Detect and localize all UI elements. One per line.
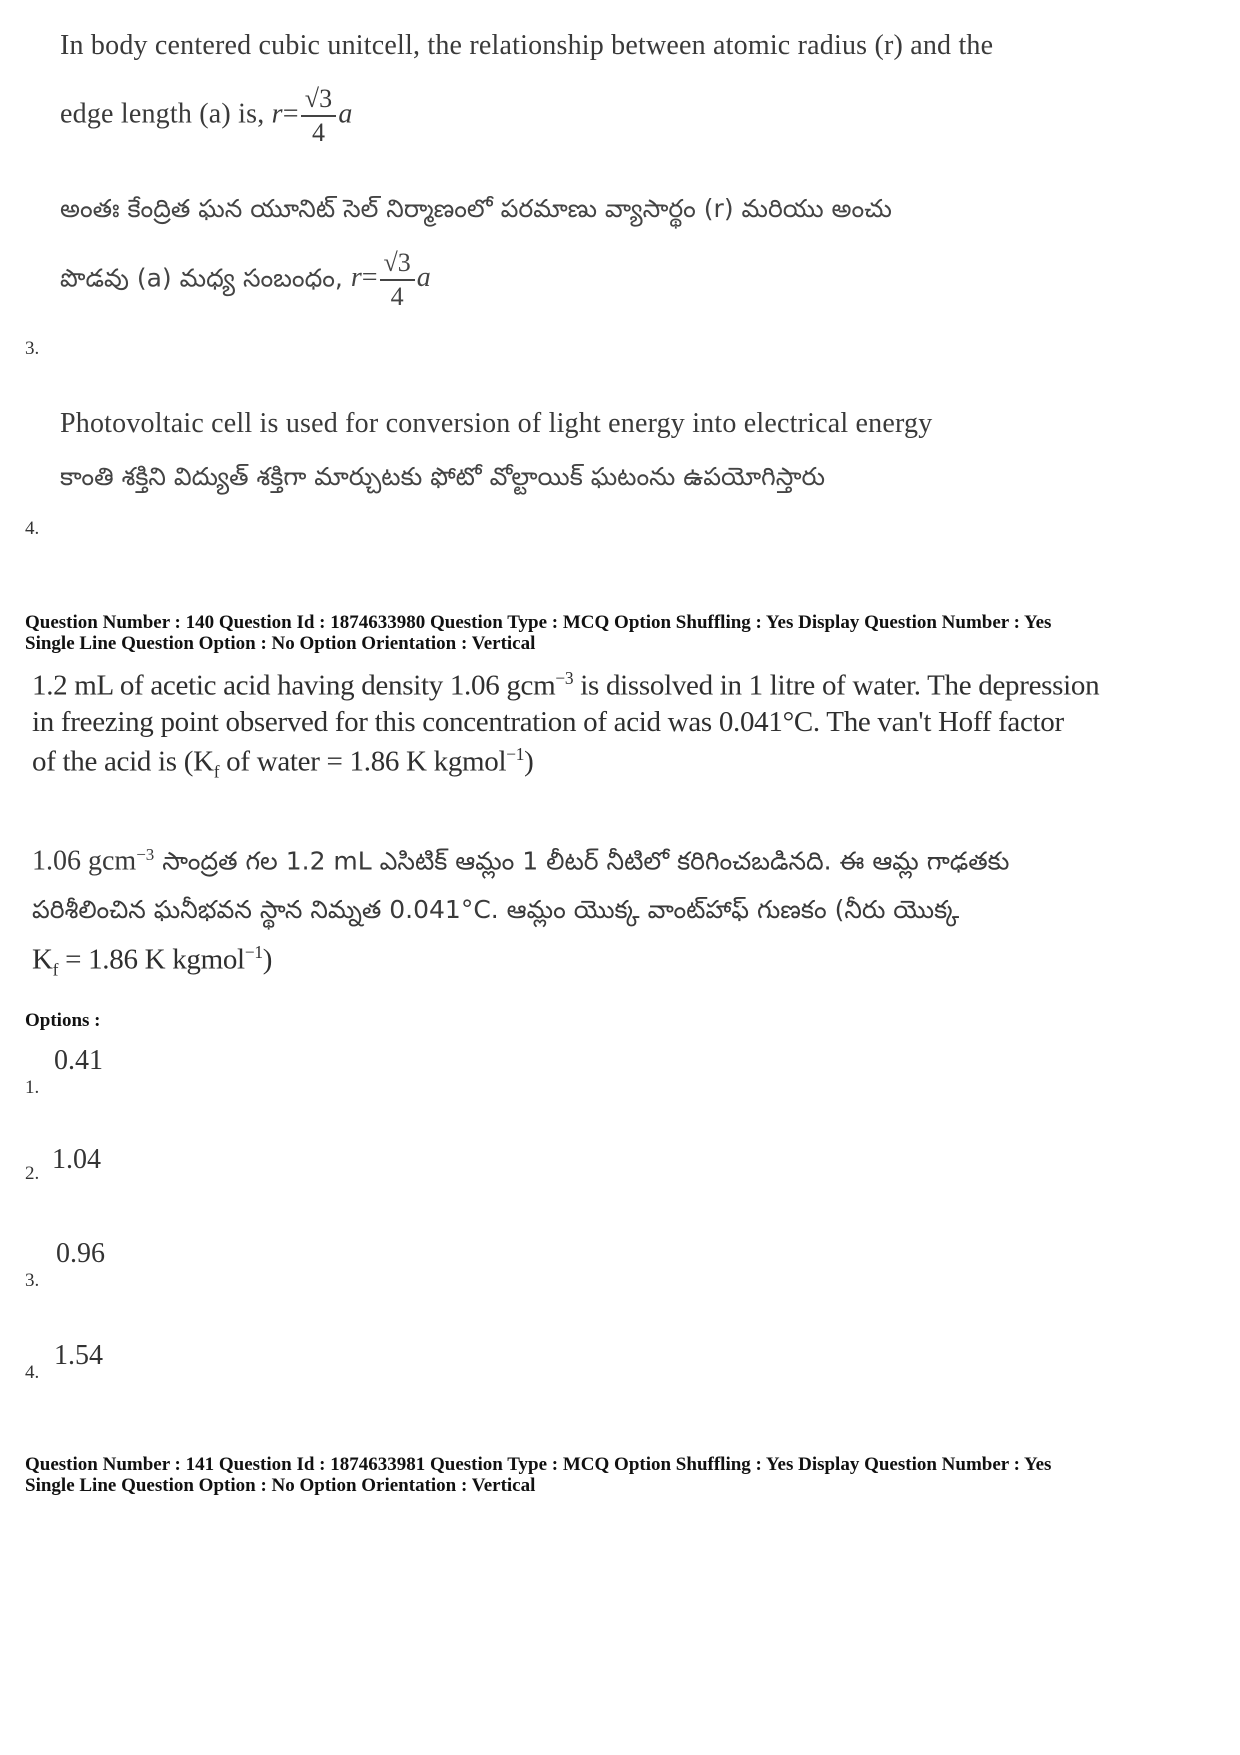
q140-telugu-line1 — [32, 845, 1009, 882]
option4-number: 4. — [25, 518, 40, 539]
option3-telugu-line2 — [60, 250, 431, 310]
q140-en-line1-sup: −3 — [555, 668, 574, 688]
q140-english-line3 — [32, 744, 534, 782]
q140-en-line3-sup: −1 — [506, 744, 525, 764]
formula-lhs: r — [271, 98, 283, 130]
q140-te-line3-a: K — [32, 943, 53, 976]
formula-te-lhs: r — [350, 262, 362, 294]
option-1-value[interactable]: 0.41 — [54, 1045, 103, 1076]
option-4-value[interactable]: 1.54 — [54, 1340, 103, 1371]
formula-numerator: √3 — [301, 86, 337, 117]
option4-english: Photovoltaic cell is used for conversion of light energy into electrical energy — [60, 408, 933, 439]
formula-te-var: a — [416, 262, 431, 294]
q140-english-line2: in freezing point observed for this concentration of acid was 0.041°C. The van't Hoff factor — [32, 706, 1064, 738]
q140-te-line3-c: ) — [262, 943, 273, 976]
options-label: Options : — [25, 1010, 101, 1031]
formula-eq: = — [282, 98, 299, 130]
option-1-number: 1. — [25, 1077, 40, 1098]
q140-te-line1-a: 1.06 gcm — [32, 845, 137, 877]
q140-telugu-line3 — [32, 942, 272, 980]
option3-telugu-line1: అంతః కేంద్రిత ఘన యూనిట్ సెల్ నిర్మాణంలో పరమాణు వ్యాసార్థం (r) మరియు అంచు — [60, 194, 892, 223]
q140-telugu-line2: పరిశీలించిన ఘనీభవన స్థాన నిమ్నత 0.041°C. ఆమ్లం యొక్క వాంట్‌హాఫ్ గుణకం (నీరు యొక్క — [32, 895, 960, 924]
formula-te-fraction — [380, 250, 415, 310]
q140-te-line1-sup: −3 — [136, 845, 155, 864]
option-3-number: 3. — [25, 1270, 40, 1291]
option-3-value[interactable]: 0.96 — [56, 1238, 105, 1269]
q140-en-line3-c: ) — [524, 745, 534, 778]
q140-meta-line2: Single Line Question Option : No Option Orientation : Vertical — [25, 633, 536, 654]
formula-var: a — [338, 98, 353, 130]
q140-te-line1-b: సాంద్రత గల 1.2 mL ఎసిటిక్ ఆమ్లం 1 లీటర్ నీటిలో కరిగించబడినది. ఈ ఆమ్ల గాఢతకు — [154, 846, 1010, 876]
q140-english-line1 — [32, 668, 1099, 703]
q140-en-line3-b: of water = 1.86 K kgmol — [219, 745, 507, 778]
option3-english-line1: In body centered cubic unitcell, the relationship between atomic radius (r) and the — [60, 30, 994, 61]
q140-te-line3-b: = 1.86 K kgmol — [58, 943, 245, 976]
option-2-value[interactable]: 1.04 — [52, 1144, 101, 1175]
formula-te-numerator: √3 — [380, 250, 415, 281]
option3-number: 3. — [25, 338, 40, 359]
q140-en-line1-b: is dissolved in 1 litre of water. The depression — [573, 669, 1100, 702]
q140-en-line3-sub: f — [213, 761, 220, 782]
q140-te-line3-sub: f — [52, 959, 59, 980]
q140-en-line3-a: of the acid is (K — [32, 745, 214, 778]
formula-te-denominator: 4 — [390, 282, 404, 311]
option-4-number: 4. — [25, 1362, 40, 1383]
q141-meta-line1: Question Number : 141 Question Id : 1874633981 Question Type : MCQ Option Shuffling : Yes Display Question Number : Yes — [25, 1454, 1052, 1475]
option3-english-line2 — [60, 86, 353, 146]
formula-denominator: 4 — [311, 118, 326, 147]
formula-fraction — [301, 86, 337, 146]
q140-meta-line1: Question Number : 140 Question Id : 1874633980 Question Type : MCQ Option Shuffling : Yes Display Question Number : Yes — [25, 612, 1052, 633]
q141-meta-line2: Single Line Question Option : No Option Orientation : Vertical — [25, 1475, 536, 1496]
option4-telugu: కాంతి శక్తిని విద్యుత్ శక్తిగా మార్చుటకు ఫోటో వోల్టాయిక్ ఘటంను ఉపయోగిస్తారు — [60, 462, 826, 491]
option3-telugu-line2-text: పొడవు (a) మధ్య సంబంధం, — [60, 263, 351, 293]
formula-te-eq: = — [361, 262, 378, 294]
q140-en-line1-a: 1.2 mL of acetic acid having density 1.06 gcm — [32, 669, 556, 702]
option3-english-line2-text: edge length (a) is, — [60, 98, 272, 130]
q140-te-line3-sup: −1 — [244, 942, 263, 962]
option-2-number: 2. — [25, 1163, 40, 1184]
